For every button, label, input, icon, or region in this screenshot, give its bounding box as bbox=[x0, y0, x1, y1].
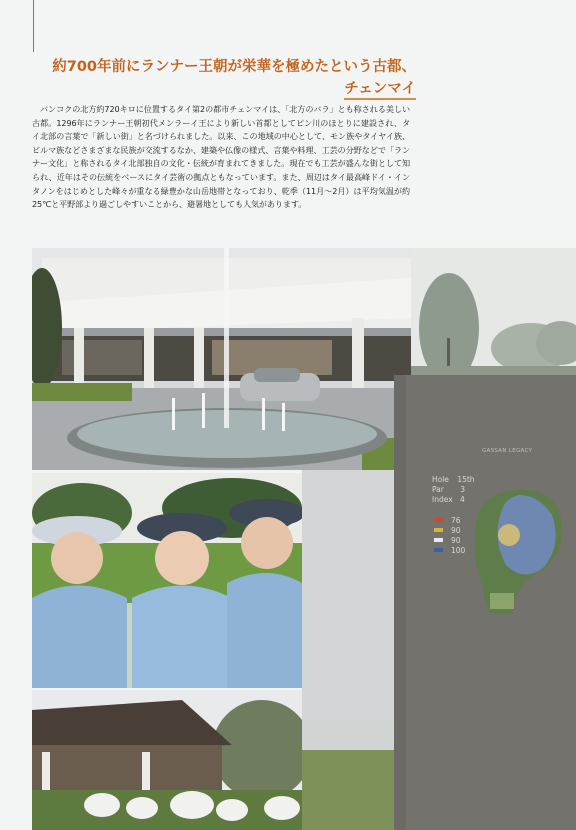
hole-value: 15th bbox=[457, 475, 475, 484]
index-label: Index bbox=[432, 495, 453, 504]
pavilion-elephants-photo bbox=[32, 690, 302, 830]
caddies-photo bbox=[32, 473, 302, 688]
headline-line-2 bbox=[34, 79, 416, 99]
par-value: 3 bbox=[460, 485, 466, 494]
hole-label: Hole bbox=[432, 475, 449, 484]
tee-color-swatch bbox=[434, 518, 443, 522]
tee-color-swatch bbox=[434, 548, 443, 552]
distance-row bbox=[434, 525, 465, 535]
sign-index-row bbox=[432, 495, 465, 504]
distance-row bbox=[434, 545, 465, 555]
distance-row bbox=[434, 515, 465, 525]
hotel-fountain-photo bbox=[32, 248, 411, 470]
distance-value: 90 bbox=[451, 525, 461, 535]
hole-sign-photo bbox=[394, 375, 576, 830]
tee-color-swatch bbox=[434, 528, 443, 532]
sign-logo: GASSAN LEGACY bbox=[482, 448, 533, 454]
sign-hole-row bbox=[432, 475, 475, 484]
headline bbox=[34, 57, 416, 99]
sign-par-row bbox=[432, 485, 465, 494]
distance-value: 100 bbox=[451, 545, 466, 555]
index-value: 4 bbox=[460, 495, 465, 504]
top-left-rule bbox=[33, 0, 34, 52]
headline-line-1: 約700年前にランナー王朝が栄華を極めたという古都、 bbox=[52, 59, 416, 75]
headline-line-2-text: チェンマイ bbox=[344, 81, 416, 100]
distance-value: 90 bbox=[451, 535, 461, 545]
misty-trees-photo bbox=[411, 248, 576, 378]
body-paragraph bbox=[32, 103, 410, 212]
distance-row bbox=[434, 535, 465, 545]
distance-list bbox=[434, 515, 465, 555]
lake-green-photo bbox=[302, 470, 394, 830]
body-paragraph-text: バンコクの北方約720キロに位置するタイ第2の都市チェンマイは、「北方のバラ」とも称される美しい古都。1296年にランナー王朝初代メンラーイ王により新しい首都としてピン川のほとりに建設され、タイ北部の言葉で「新しい街」と名づけられました。以来、この地域の中心として、モン族やタイヤイ族、ビルマ族などさまざまな民族が交流するなか、建築や仏像の様式、言葉や料理、工芸の分野などで「ランナー文化」と称されるタイ北部独自の文化・伝統が育まれてきました。現在でも工芸が盛んな街として知られ、近年はその伝統をベースにタイ芸術の拠点ともなっています。また、周辺はタイ最高峰ドイ・インタノンをはじめとした峰々が重なる緑豊かな山岳地帯となっており、乾季（11月～2月）は平均気温が約25℃と平野部より過ごしやすいことから、避暑地としても人気があります。 bbox=[32, 104, 410, 210]
tee-color-swatch bbox=[434, 538, 443, 542]
par-label: Par bbox=[432, 485, 444, 494]
distance-value: 76 bbox=[451, 515, 461, 525]
